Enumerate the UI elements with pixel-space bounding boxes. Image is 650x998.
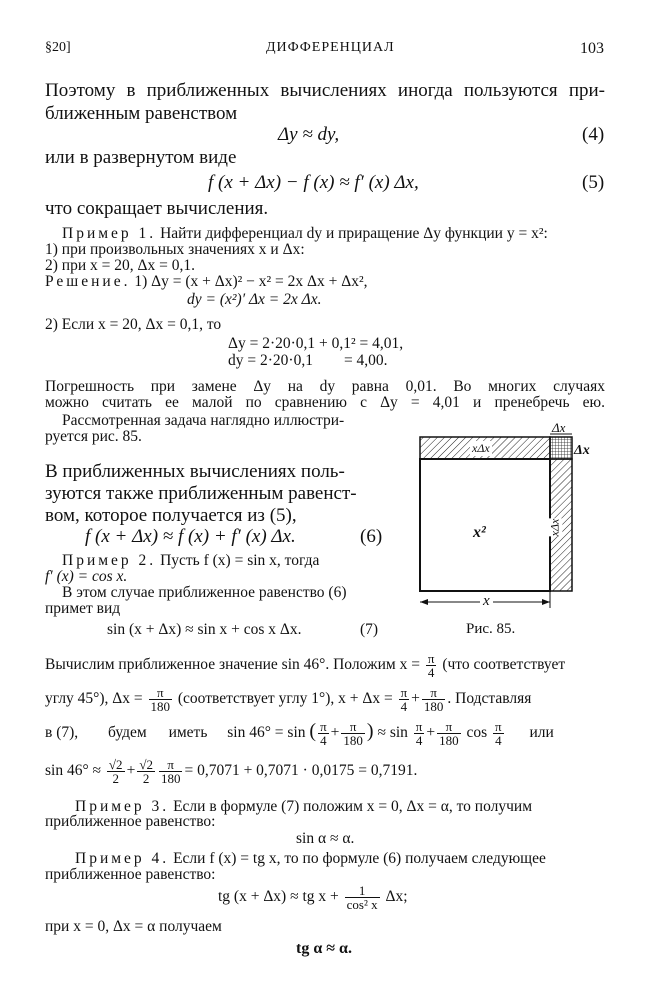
section-number: §20] [45, 40, 71, 55]
error-line-2: можно считать ее малой по сравнению с Δy = 4,01 и пренебречь ею. [45, 394, 605, 411]
fraction-1-cos2x [345, 884, 380, 911]
arrow-right [542, 599, 550, 605]
frac-den: 4 [400, 699, 408, 714]
page-number: 103 [580, 40, 604, 57]
solution-3: 2) Если x = 20, Δx = 0,1, то [45, 316, 222, 333]
solution-4: Δy = 2·20·0,1 + 0,1² = 4,01, [228, 335, 404, 352]
calc-line-4: sin 46° ≈ $\frac{√2}{2}$ + $\frac{√2}{2}$ $\frac{\pi}{180}$ = 0,7071 + 0,7071 · 0,0175 = 0,7191. [45, 757, 418, 786]
frac-den: 180 [150, 699, 170, 714]
calc-text-3b: будем [108, 724, 147, 742]
equation-5-number: (5) [582, 172, 605, 193]
fraction-pi-180 [341, 720, 365, 747]
intro-line-3: или в развернутом виде [45, 147, 237, 168]
fraction-pi-4 [318, 720, 329, 747]
eq-part-b: Δx; [385, 888, 408, 906]
example-1-line-3: 2) при x = 20, Δx = 0,1. [45, 257, 195, 274]
frac-den: cos² x [346, 897, 378, 912]
calc-text-4a: sin 46° ≈ [45, 762, 102, 780]
frac-den: 4 [415, 733, 423, 748]
fig-label-x: x [480, 593, 493, 610]
example-4-label: Пример 4. [75, 850, 170, 867]
frac-num: π [437, 720, 461, 734]
frac-num: π [320, 719, 327, 734]
example-1-task: Найти дифференциал dy и приращение Δy функции y = x²: [160, 225, 548, 242]
equation-4-number: (4) [582, 124, 605, 145]
frac-num: π [422, 686, 446, 700]
example-4-line-2: приближенное равенство: [45, 866, 216, 883]
fraction-pi-4 [414, 720, 425, 747]
fraction-sqrt2-2 [107, 758, 125, 785]
fraction-pi-180 [149, 686, 173, 713]
corner-square [550, 437, 572, 459]
arrow-left [420, 599, 428, 605]
fig-label-x2: x² [473, 524, 486, 541]
fraction-pi-180 [159, 758, 183, 785]
example-4-line-3: при x = 0, Δx = α получаем [45, 918, 222, 935]
figure-caption: Рис. 85. [466, 621, 516, 637]
frac-den: 180 [439, 733, 459, 748]
frac-num: π [400, 685, 408, 700]
calc-line-1 [45, 652, 565, 679]
fraction-sqrt2-2 [137, 758, 155, 785]
eq-part-a: tg (x + Δx) ≈ tg x + [218, 888, 339, 906]
equation-4: Δy ≈ dy, [278, 124, 340, 145]
frac-den: 4 [427, 665, 435, 680]
frac-num: π [495, 719, 502, 734]
calc-text-3f: cos [466, 724, 488, 742]
calc-text-3a: в (7), [45, 724, 79, 742]
calc-line-3: в (7), будем иметь sin 46° = sin ( $\frac{\pi}{4}$ + $\frac{\pi}{180}$ ) ≈ sin $\frac{\pi}{4}$ + $\frac{\pi}{180}$ cos $\frac{\pi}{4}$ или [45, 719, 554, 748]
frac-den: 180 [343, 733, 363, 748]
calc-text-3d: sin 46° = sin [227, 724, 306, 742]
equation-6-number: (6) [360, 526, 383, 547]
approx-line-1: В приближенных вычислениях поль- [45, 461, 345, 482]
calc-text-3c: иметь [168, 724, 208, 742]
frac-num: π [341, 720, 365, 734]
solution-5: dy = 2·20·0,1 = 4,00. [228, 352, 388, 369]
frac-num: √2 [108, 757, 123, 772]
example-3-text: Если в формуле (7) положим x = 0, Δx = α, то получим [173, 798, 532, 815]
frac-den: 180 [160, 771, 181, 786]
approx-line-3: вом, которое получается из (5), [45, 505, 297, 526]
solution-2: dy = (x²)′ Δx = 2x Δx. [187, 291, 322, 308]
fraction-pi-4 [399, 686, 410, 713]
frac-num: √2 [139, 757, 153, 772]
running-title: ДИФФЕРЕНЦИАЛ [266, 40, 395, 55]
example-2-line-4: примет вид [45, 600, 121, 617]
fig-label-dx-top: Δx [552, 420, 566, 435]
fraction-pi-180 [437, 720, 461, 747]
frac-den: 180 [423, 699, 444, 714]
equation-6: f (x + Δx) ≈ f (x) + f′ (x) Δx. [85, 526, 296, 547]
frac-num: π [415, 719, 423, 734]
equation-7: sin (x + Δx) ≈ sin x + cos x Δx. [107, 621, 302, 638]
fraction-pi-180 [422, 686, 446, 713]
figure-ref-line-1: Рассмотренная задача наглядно иллюстри- [62, 412, 345, 429]
solution-label: Решение. [45, 273, 131, 290]
frac-den: 2 [142, 771, 150, 786]
fig-label-xdx-side: xΔx [547, 518, 562, 537]
equation-7-number: (7) [360, 621, 379, 638]
approx-line-2: зуются также приближенным равенст- [45, 483, 357, 504]
frac-num: π [149, 686, 173, 700]
fig-label-xdx-top: xΔx [472, 441, 490, 455]
frac-den: 4 [320, 733, 327, 748]
calc-text-1a: Вычислим приближенное значение sin 46°. Положим x = [45, 656, 420, 674]
calc-text-4b: = 0,7071 + 0,7071 · 0,0175 = 0,7191. [184, 762, 418, 780]
error-line-1: Погрешность при замене Δy на dy равна 0,01. Во многих случаях [45, 378, 605, 395]
calc-text-2b: (соответствует углу 1°), x + Δx = [177, 690, 393, 708]
example-4-final-equation: tg α ≈ α. [296, 940, 352, 957]
example-1-label: Пример 1. [62, 225, 157, 242]
calc-line-2: углу 45°), Δx = $\frac{\pi}{180}$ (соответствует углу 1°), x + Δx = $\frac{\pi}{4}$ + $\frac{\pi}{180}$ . Подставляя [45, 685, 532, 714]
example-2-text: Пусть f (x) = sin x, тогда [160, 552, 320, 569]
example-3-label: Пример 3. [75, 798, 170, 815]
calc-text-3g: или [529, 724, 554, 742]
frac-num: 1 [345, 884, 380, 898]
calc-text-3e: ≈ sin [377, 724, 408, 742]
frac-num: π [427, 651, 435, 666]
example-2-label: Пример 2. [62, 552, 157, 569]
solution-1: 1) Δy = (x + Δx)² − x² = 2x Δx + Δx², [134, 273, 368, 290]
fraction-pi-4 [426, 652, 437, 679]
intro-line-1: Поэтому в приближенных вычислениях иногда пользуются при- [45, 80, 605, 101]
example-4-equation [218, 884, 408, 911]
intro-line-2: ближенным равенством [45, 103, 238, 124]
figure-ref-line-2: руется рис. 85. [45, 428, 142, 445]
example-2-line-3: В этом случае приближенное равенство (6) [62, 584, 347, 601]
frac-num: π [159, 758, 183, 772]
example-1-line-2: 1) при произвольных значениях x и Δx: [45, 241, 305, 258]
calc-text-2c: . Подставляя [447, 690, 532, 708]
example-4-text: Если f (x) = tg x, то по формуле (6) получаем следующее [173, 850, 546, 867]
fraction-pi-4 [493, 720, 504, 747]
fig-label-dx-side: Δx [574, 443, 590, 458]
frac-den: 4 [495, 733, 502, 748]
calc-text-2a: углу 45°), Δx = [45, 690, 143, 708]
example-3-line-2: приближенное равенство: [45, 813, 216, 830]
example-2-line-2: f′ (x) = cos x. [45, 568, 128, 585]
equation-5: f (x + Δx) − f (x) ≈ f′ (x) Δx, [208, 172, 419, 193]
example-1-solution [45, 273, 367, 291]
example-3-equation: sin α ≈ α. [296, 830, 355, 847]
intro-line-4: что сокращает вычисления. [45, 198, 269, 219]
calc-text-1b: (что соответствует [442, 656, 566, 674]
frac-den: 2 [112, 771, 119, 786]
